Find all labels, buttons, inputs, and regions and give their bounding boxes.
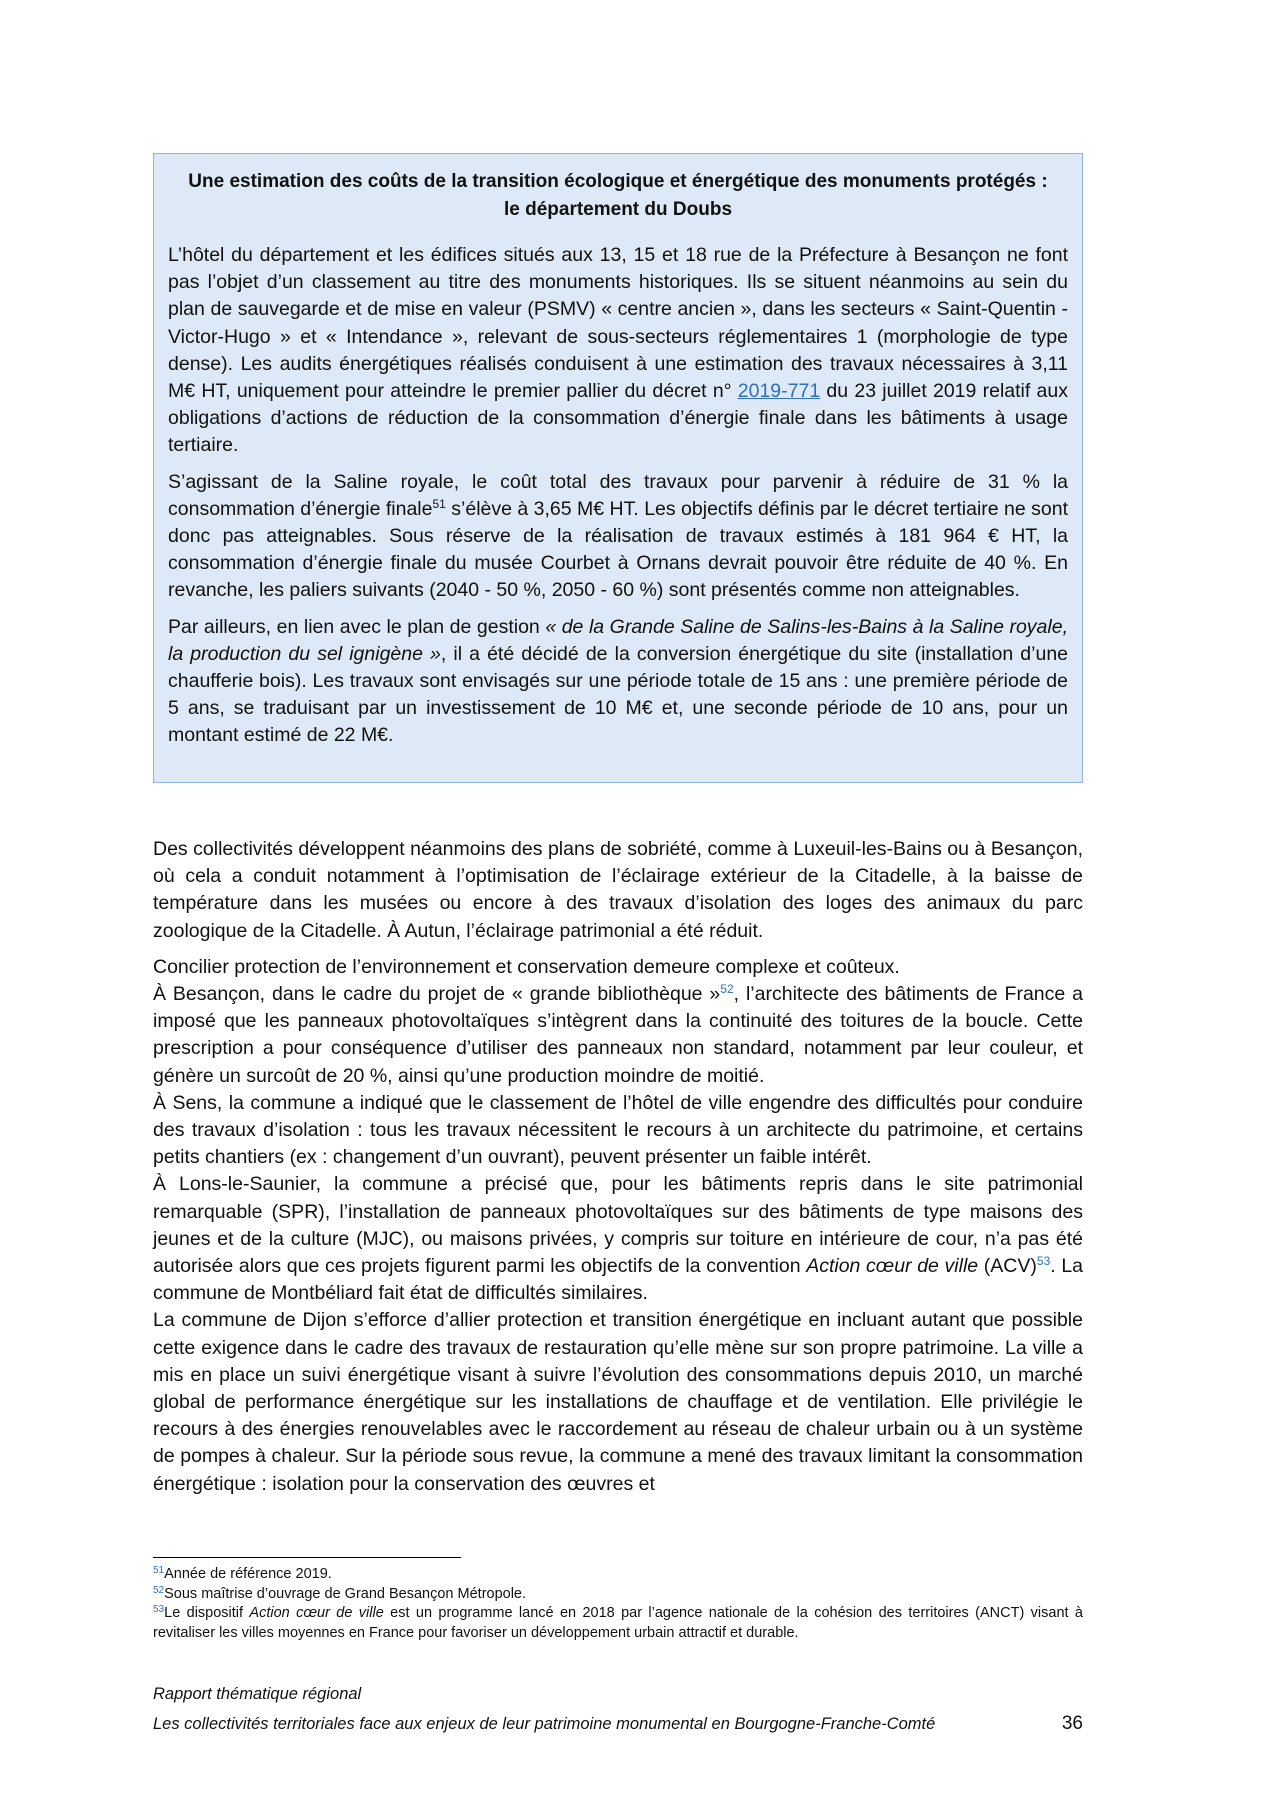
box-paragraph-1: L’hôtel du département et les édifices situés aux 13, 15 et 18 rue de la Préfecture à Besançon ne font pas l’objet d’un classement au titre des monuments historiques. Ils se situent néanmoins au sein du plan de sauvegarde et de mise en valeur (PSMV) « centre ancien », dans les secteurs « Saint-Quentin - Victor-Hugo » et « Intendance », relevant de sous-secteurs réglementaires 1 (morphologie de type dense). Les audits énergétiques réalisés conduisent à une estimation des travaux nécessaires à 3,11 M€ HT, uniquement pour atteindre le premier pallier du décret n° 2019-771 du 23 juillet 2019 relatif aux obligations d’actions de réduction de la consommation d’énergie finale dans les bâtiments à usage tertiaire.	[168, 244, 1068, 457]
paragraph-4: À Sens, la commune a indiqué que le classement de l’hôtel de ville engendre des difficultés pour conduire des travaux d’isolation : tous les travaux nécessitent le recours à un architecte du patrimoine, et certains petits chantiers (ex : changement d’un ouvrant), peuvent présenter un faible intérêt.	[153, 1091, 1083, 1169]
footnote-52: $^{52}$Sous maîtrise d’ouvrage de Grand Besançon Métropole.	[153, 1584, 527, 1602]
footnote-ref-52[interactable]: 52	[720, 982, 734, 997]
paragraph-2: Concilier protection de l’environnement et conservation demeure complexe et coûteux.	[153, 955, 900, 978]
box-title: Une estimation des coûts de la transition écologique et énergétique des monuments protégés : le département du Doubs	[188, 171, 1048, 220]
page-number: 36	[1061, 1713, 1083, 1734]
footnote-53: $^{53}$Le dispositif Action cœur de ville est un programme lancé en 2018 par l’agence nationale de la cohésion des territoires (ANCT) visant à revitaliser les villes moyennes en France pour favoriser un développement urbain attractif et durable.	[153, 1604, 1083, 1641]
footnote-separator	[153, 1557, 461, 1558]
footnotes	[153, 1565, 1083, 1643]
paragraph-6: La commune de Dijon s’efforce d’allier protection et transition énergétique en incluant autant que possible cette exigence dans le cadre des travaux de restauration qu’elle mène sur son propre patrimoine. La ville a mis en place un suivi énergétique visant à suivre l’évolution des consommations depuis 2010, un marché global de performance énergétique sur les installations de chauffage et de ventilation. Elle privilégie le recours à des énergies renouvelables avec le raccordement au réseau de chaleur urbain ou à un système de pompes à chaleur. Sur la période sous revue, la commune a mené des travaux limitant la consommation énergétique : isolation pour la conservation des œuvres et	[153, 1309, 1083, 1495]
paragraph-3: À Besançon, dans le cadre du projet de « grande bibliothèque »$^{52}$, l’architecte des bâtiments de France a imposé que les panneaux photovoltaïques s’intègrent dans la continuité des toitures de la boucle. Cette prescription a pour conséquence d’utiliser des panneaux non standard, notamment par leur couleur, et génère un surcoût de 20 %, ainsi qu’une production moindre de moitié.	[153, 982, 1083, 1087]
footnote-ref-51[interactable]: 51	[432, 496, 446, 511]
info-box	[153, 153, 1083, 783]
paragraph-5: À Lons-le-Saunier, la commune a précisé que, pour les bâtiments repris dans le site patrimonial remarquable (SPR), l’installation de panneaux photovoltaïques sur des bâtiments de type maisons des jeunes et de la culture (MJC), ou maisons privées, y compris sur toiture en intérieure de cour, n’a pas été autorisée alors que ces projets figurent parmi les objectifs de la convention Action cœur de ville (ACV)$^{53}$. La commune de Montbéliard fait état de difficultés similaires.	[153, 1173, 1084, 1305]
main-text	[153, 836, 1083, 1498]
footer-report-title: Les collectivités territoriales face aux enjeux de leur patrimoine monumental en Bourgogne-Franche-Comté	[153, 1715, 936, 1733]
footnote-ref-53[interactable]: 53	[1036, 1254, 1051, 1269]
footnote-51: $^{51}$Année de référence 2019.	[153, 1565, 332, 1582]
box-paragraph-3: Par ailleurs, en lien avec le plan de gestion « de la Grande Saline de Salins-les-Bains à la Saline royale, la production du sel ignigène », il a été décidé de la conversion énergétique du site (installation d’une chaufferie bois). Les travaux sont envisagés sur une période totale de 15 ans : une première période de 5 ans, se traduisant par un investissement de 10 M€ et, une seconde période de 10 ans, pour un montant estimé de 22 M€.	[168, 615, 1069, 747]
footer-report-type: Rapport thématique régional	[153, 1685, 362, 1703]
paragraph-1: Des collectivités développent néanmoins des plans de sobriété, comme à Luxeuil-les-Bains ou à Besançon, où cela a conduit notamment à l’optimisation de l’éclairage extérieur de la Citadelle, à la baisse de température dans les musées ou encore à des travaux d’isolation des loges des animaux du parc zoologique de la Citadelle. À Autun, l’éclairage patrimonial a été réduit.	[153, 838, 1083, 942]
decree-link[interactable]: 2019-771	[737, 380, 821, 403]
page-footer	[153, 1679, 1083, 1739]
box-paragraph-2: S’agissant de la Saline royale, le coût total des travaux pour parvenir à réduire de 31 % la consommation d’énergie finale$^{51}$ s’élève à 3,65 M€ HT. Les objectifs définis par le décret tertiaire ne sont donc pas atteignables. Sous réserve de la réalisation de travaux estimés à 181 964 € HT, la consommation d’énergie finale du musée Courbet à Ornans devrait pouvoir être réduite de 40 %. En revanche, les paliers suivants (2040 - 50 %, 2050 - 60 %) sont présentés comme non atteignables.	[168, 470, 1069, 602]
